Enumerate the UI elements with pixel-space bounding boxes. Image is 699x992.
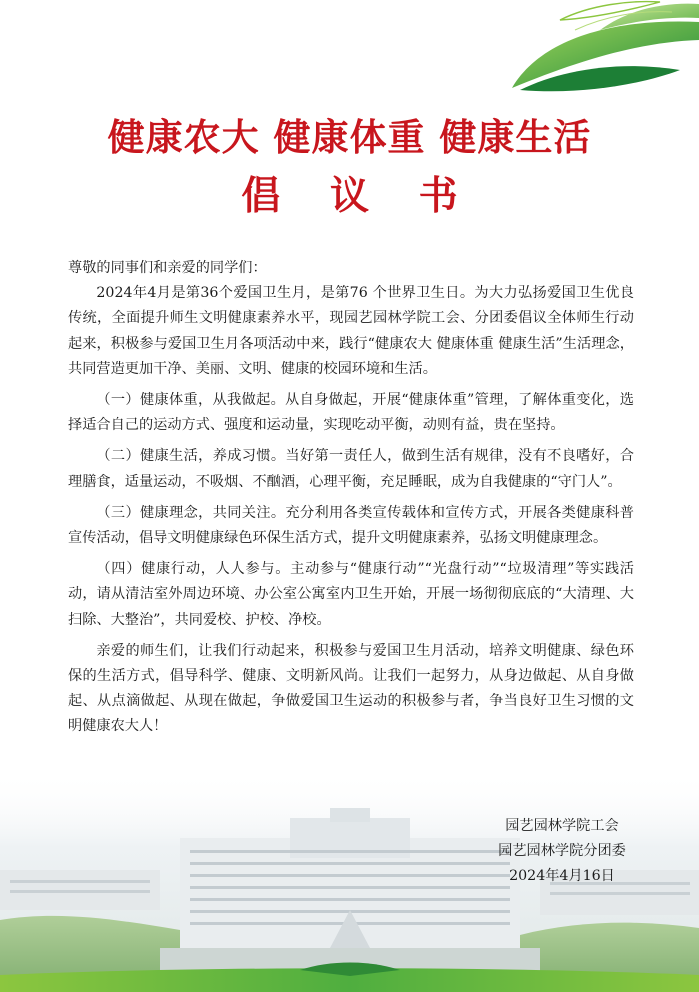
poster-title: 健康农大 健康体重 健康生活 — [107, 116, 592, 159]
signature-org-union: 园艺园林学院工会 — [505, 818, 619, 834]
signature-org-league: 园艺园林学院分团委 — [498, 843, 626, 859]
paragraph-closing: 亲爱的师生们，让我们行动起来，积极参与爱国卫生月活动，培养文明健康、绿色环保的生活方式，倡导科学、健康、文明新风尚。让我们一起努力，从身边做起、从自身做起、从点滴做起、从现在做起，争做爱国卫生运动的积极参与者，争当良好卫生习惯的文明健康农大人！ — [68, 642, 634, 735]
paragraph-item-2: （二）健康生活，养成习惯。当好第一责任人，做到生活有规律，没有不良嗜好，合理膳食，适量运动，不吸烟、不酗酒，心理平衡，充足睡眠，成为自我健康的“守门人”。 — [68, 448, 634, 490]
green-leaf-decoration — [0, 0, 699, 100]
paragraph-item-4: （四）健康行动，人人参与。主动参与“健康行动”“光盘行动”“垃圾清理”等实践活动，请从清洁室外周边环境、办公室公寓室内卫生开始，开展一场彻彻底底的“大清理、大扫除、大整治”，共同爱校、护校、净校。 — [68, 561, 634, 628]
signature-block — [462, 814, 662, 889]
paragraph-intro: 2024年4月是第36个爱国卫生月，是第76 个世界卫生日。为大力弘扬爱国卫生优良传统，全面提升师生文明健康素养水平，现园艺园林学院工会、分团委倡议全体师生行动起来，积极参与爱国卫生月各项活动中来，践行“健康农大 健康体重 健康生活”生活理念，共同营造更加干净、美丽、文明、健康的校园环境和生活。 — [68, 285, 634, 377]
paragraph-item-1: （一）健康体重，从我做起。从自身做起，开展“健康体重”管理，了解体重变化，选择适合自己的运动方式、强度和运动量，实现吃动平衡，动则有益，贵在坚持。 — [68, 392, 634, 434]
salutation: 尊敬的同事们和亲爱的同学们： — [68, 260, 267, 276]
letter-body — [68, 256, 634, 740]
signature-date: 2024年4月16日 — [509, 868, 615, 884]
paragraph-item-3: （三）健康理念，共同关注。充分利用各类宣传载体和宣传方式，开展各类健康科普宣传活动，倡导文明健康绿色环保生活方式，提升文明健康素养，弘扬文明健康理念。 — [68, 504, 634, 547]
poster-subtitle: 倡 议 书 — [241, 174, 476, 219]
